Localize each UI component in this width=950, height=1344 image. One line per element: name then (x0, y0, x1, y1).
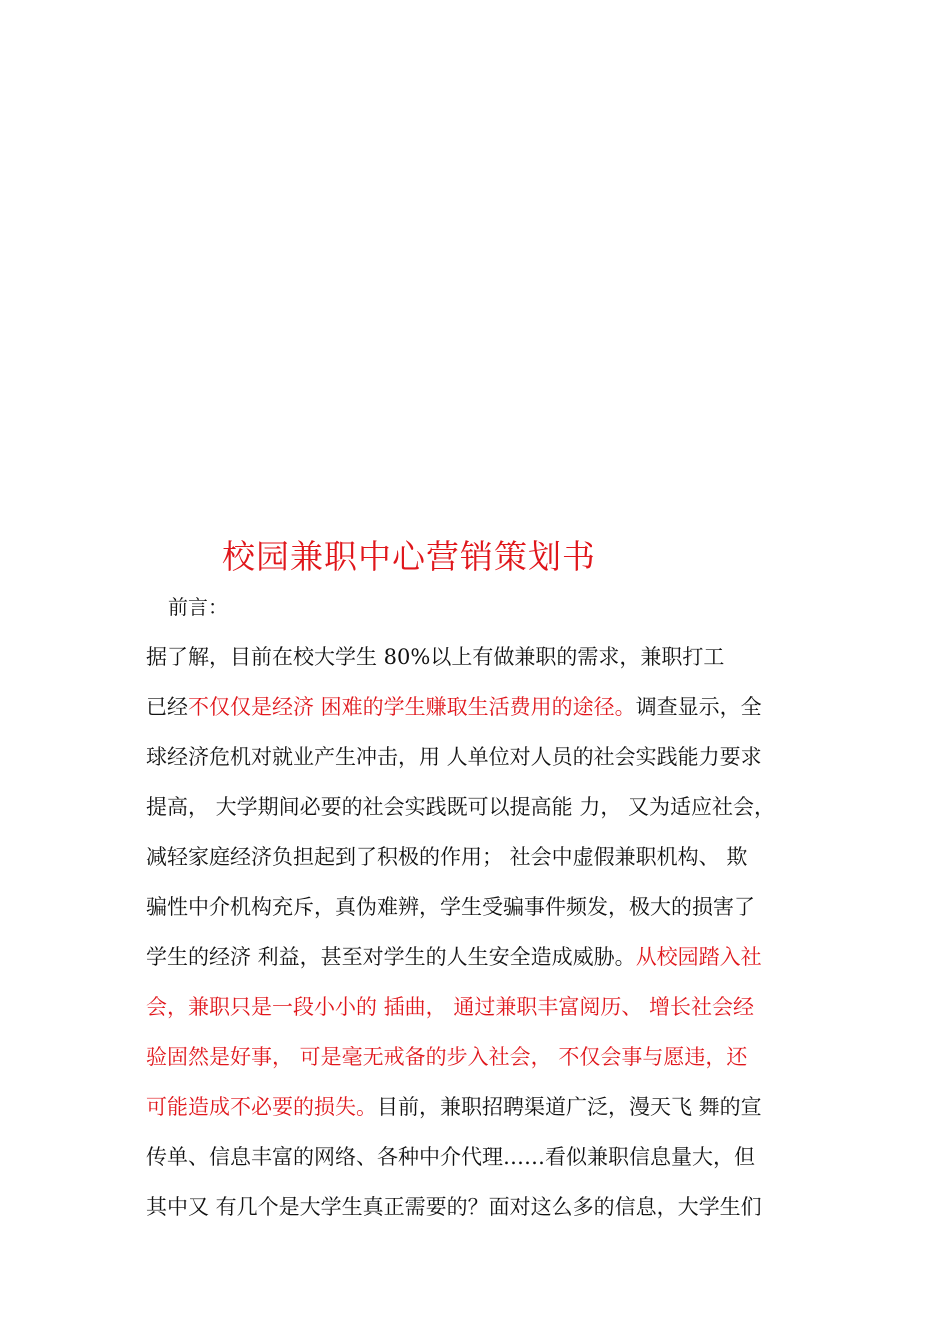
body-text-segment: 调查显示，全 (635, 695, 762, 719)
text-line (146, 636, 826, 686)
highlighted-text: 验固然是好事， 可是毫无戒备的步入社会， 不仅会事与愿违，还 (146, 1045, 748, 1069)
body-text-segment: 其中又 有几个是大学生真正需要的？面对这么多的信息，大学生们 (146, 1195, 762, 1219)
text-line (146, 686, 826, 736)
text-line (146, 1186, 826, 1236)
body-text-segment: 传单、信息丰富的网络、各种中介代理……看似兼职信息量大，但 (146, 1145, 755, 1169)
body-text-segment: 目前，兼职招聘渠道广泛，漫天飞 舞的宣 (377, 1095, 762, 1119)
body-text-segment: 提高， 大学期间必要的社会实践既可以提高能 力， 又为适应社会， (146, 795, 776, 819)
document-title: 校园兼职中心营销策划书 (222, 537, 596, 576)
body-text-segment: 已经 (146, 695, 188, 719)
body-text-segment: 学生的经济 利益，甚至对学生的人生安全造成威胁。 (146, 945, 636, 969)
text-line (146, 886, 826, 936)
highlighted-text: 不仅仅是经济 困难的学生赚取生活费用的途径。 (188, 695, 636, 719)
text-line (146, 1036, 826, 1086)
text-line (146, 936, 826, 986)
body-text-segment: 据了解，目前在校大学生 80%以上有做兼职的需求，兼职打工 (146, 645, 725, 669)
highlighted-text: 可能造成不必要的损失。 (146, 1095, 377, 1119)
body-text-segment: 球经济危机对就业产生冲击，用 人单位对人员的社会实践能力要求 (146, 745, 762, 769)
text-line (146, 836, 826, 886)
text-line (146, 1086, 826, 1136)
highlighted-text: 从校园踏入社 (635, 945, 762, 969)
body-text-segment: 减轻家庭经济负担起到了积极的作用； 社会中虚假兼职机构、 欺 (146, 845, 748, 869)
body-paragraph (146, 636, 826, 1236)
text-line (146, 736, 826, 786)
text-line (146, 786, 826, 836)
preface-label: 前言： (168, 595, 228, 619)
body-text-segment: 骗性中介机构充斥，真伪难辨，学生受骗事件频发，极大的损害了 (146, 895, 755, 919)
text-line (146, 1136, 826, 1186)
highlighted-text: 会，兼职只是一段小小的 插曲， 通过兼职丰富阅历、 增长社会经 (146, 995, 755, 1019)
text-line (146, 986, 826, 1036)
